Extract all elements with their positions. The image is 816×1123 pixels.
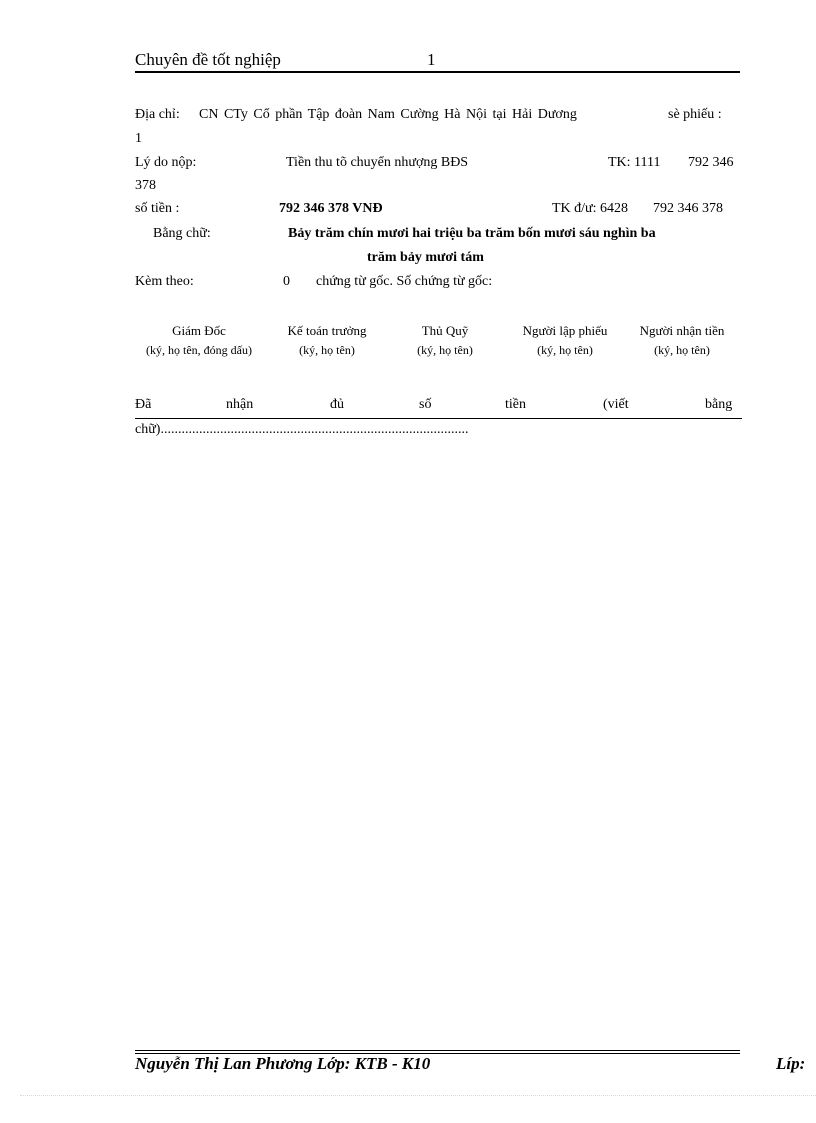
signature-note: (ký, họ tên) <box>537 343 593 357</box>
received-word: Đã <box>135 397 152 412</box>
signature-note: (ký, họ tên) <box>654 343 710 357</box>
footer-right-fragment: Líp: <box>776 1054 806 1073</box>
reason-value: Tiền thu tõ chuyển nhượng BĐS <box>286 155 469 170</box>
signature-block <box>628 323 736 358</box>
received-word: (viết <box>603 397 629 412</box>
amount-value: 792 346 378 VNĐ <box>279 201 383 216</box>
page-bottom-divider <box>20 1095 816 1096</box>
signature-block <box>508 323 622 358</box>
reason-label: Lý do nộp: <box>135 155 197 170</box>
attached-label: Kèm theo: <box>135 274 194 289</box>
voucher-number-value: 1 <box>135 131 142 146</box>
debit-amount-part2: 378 <box>135 178 156 193</box>
received-word: tiền <box>505 397 526 412</box>
credit-account: TK đ/ư: 6428 <box>552 201 629 216</box>
in-words-label: Bằng chữ: <box>153 226 211 241</box>
credit-amount: 792 346 378 <box>653 201 723 216</box>
signature-title: Kế toán trưởng <box>287 323 367 338</box>
footer-author: Nguyễn Thị Lan Phương Lớp: KTB - K10 <box>135 1054 431 1073</box>
in-words-line2: trăm bảy mươi tám <box>367 250 484 265</box>
amount-label: số tiền : <box>135 201 180 216</box>
received-word: bằng <box>705 397 733 412</box>
signature-note: (ký, họ tên, đóng dấu) <box>146 343 252 357</box>
signature-title: Người lập phiếu <box>522 323 608 338</box>
debit-account: TK: 1111 <box>608 155 661 170</box>
received-rule <box>135 418 742 419</box>
page-header-title: Chuyên đề tốt nghiệp <box>135 50 281 69</box>
address-value: CN CTy Cổ phần Tập đoàn Nam Cường Hà Nội tại Hải Dương <box>199 107 577 122</box>
page-number: 1 <box>427 50 436 69</box>
signature-title: Người nhận tiền <box>639 323 725 338</box>
footer-rule-top <box>135 1050 740 1051</box>
header-rule <box>135 71 740 73</box>
signature-note: (ký, họ tên) <box>417 343 473 357</box>
attached-count: 0 <box>283 274 290 289</box>
signature-note: (ký, họ tên) <box>299 343 355 357</box>
signature-title: Thủ Quỹ <box>421 323 469 338</box>
signature-block <box>398 323 492 358</box>
attached-text: chứng từ gốc. Số chứng từ gốc: <box>316 274 493 289</box>
received-line2: chữ)........................................................................................ <box>135 422 469 437</box>
signature-block <box>272 323 382 358</box>
debit-amount-part1: 792 346 <box>688 155 734 170</box>
signature-title: Giám Đốc <box>172 323 226 338</box>
received-word: số <box>419 397 432 412</box>
received-word: đủ <box>330 397 344 412</box>
voucher-number-label: sè phiếu : <box>668 107 722 122</box>
in-words-line1: Bảy trăm chín mươi hai triệu ba trăm bốn mươi sáu nghìn ba <box>288 226 656 241</box>
address-label: Địa chỉ: <box>135 107 180 122</box>
signature-block <box>130 323 268 358</box>
received-word: nhận <box>226 397 254 412</box>
